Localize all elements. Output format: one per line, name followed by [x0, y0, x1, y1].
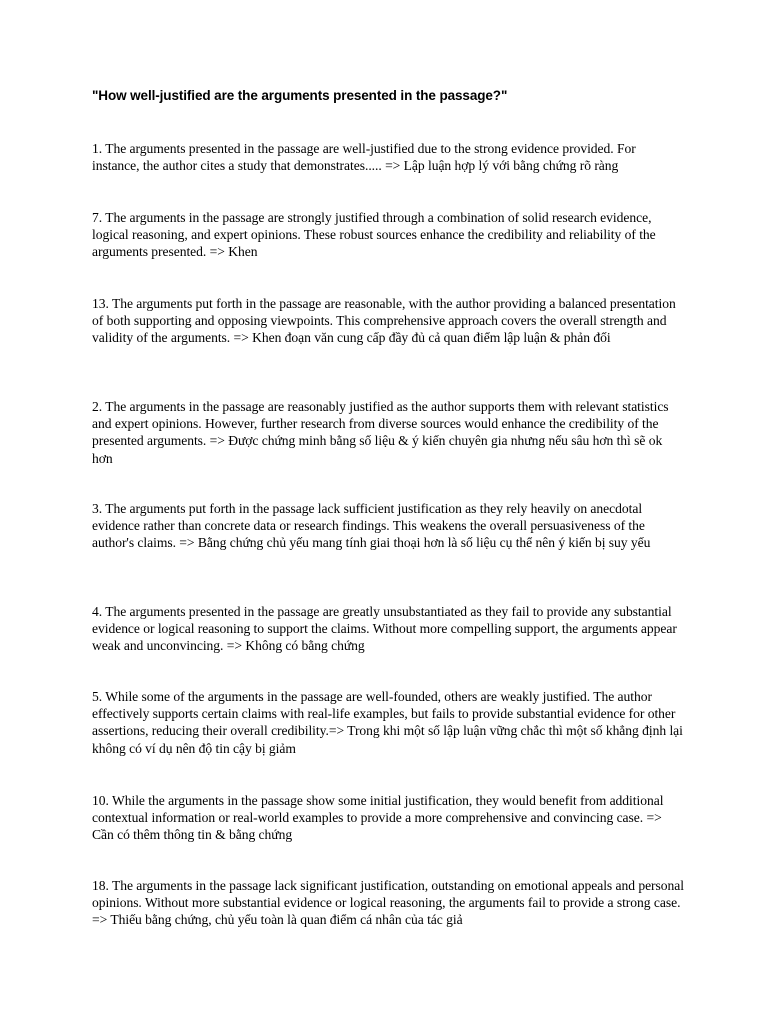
- paragraph-item-4: 4. The arguments presented in the passage are greatly unsubstantiated as they fail to provide any substantial evidence or logical reasoning to support the claims. Without more compelling support, the arguments appear weak and unconvincing. => Không có bằng chứng: [92, 604, 677, 654]
- paragraph-item-13: 13. The arguments put forth in the passage are reasonable, with the author providing a balanced presentation of both supporting and opposing viewpoints. This comprehensive approach covers the overall strength and validity of the arguments. => Khen đoạn văn cung cấp đầy đủ cả quan điểm lập luận & phản đối: [92, 296, 676, 346]
- paragraph-item-7: 7. The arguments in the passage are strongly justified through a combination of solid research evidence, logical reasoning, and expert opinions. These robust sources enhance the credibility and reliability of the arguments presented. => Khen: [92, 210, 656, 260]
- paragraph-item-1: 1. The arguments presented in the passage are well-justified due to the strong evidence provided. For instance, the author cites a study that demonstrates..... => Lập luận hợp lý với bằng chứng rõ ràng: [92, 141, 636, 174]
- paragraph-item-18: 18. The arguments in the passage lack significant justification, outstanding on emotional appeals and personal opinions. Without more substantial evidence or logical reasoning, the arguments fail to provide a strong case. => Thiếu bằng chứng, chủ yếu toàn là quan điểm cá nhân của tác giả: [92, 878, 684, 928]
- paragraph-item-2: 2. The arguments in the passage are reasonably justified as the author supports them with relevant statistics and expert opinions. However, further research from diverse sources would enhance the credibility of the presented arguments. => Được chứng minh bằng số liệu & ý kiến chuyên gia nhưng nếu sâu hơn thì sẽ ok hơn: [92, 399, 669, 466]
- paragraph-item-10: 10. While the arguments in the passage show some initial justification, they would benefit from additional contextual information or real-world examples to provide a more comprehensive and convincing case. => Cần có thêm thông tin & bằng chứng: [92, 793, 664, 843]
- paragraph-item-5: 5. While some of the arguments in the passage are well-founded, others are weakly justified. The author effectively supports certain claims with real-life examples, but fails to provide substantial evidence for other assertions, reducing their overall credibility.=> Trong khi một số lập luận vững chắc thì một số khẳng định lại không có ví dụ nên độ tin cậy bị giảm: [92, 689, 683, 756]
- document-title: "How well-justified are the arguments presented in the passage?": [92, 88, 508, 103]
- paragraph-item-3: 3. The arguments put forth in the passage lack sufficient justification as they rely heavily on anecdotal evidence rather than concrete data or research findings. This weakens the overall persuasiveness of the author's claims. => Bằng chứng chủ yếu mang tính giai thoại hơn là số liệu cụ thể nên ý kiến bị suy yếu: [92, 501, 651, 551]
